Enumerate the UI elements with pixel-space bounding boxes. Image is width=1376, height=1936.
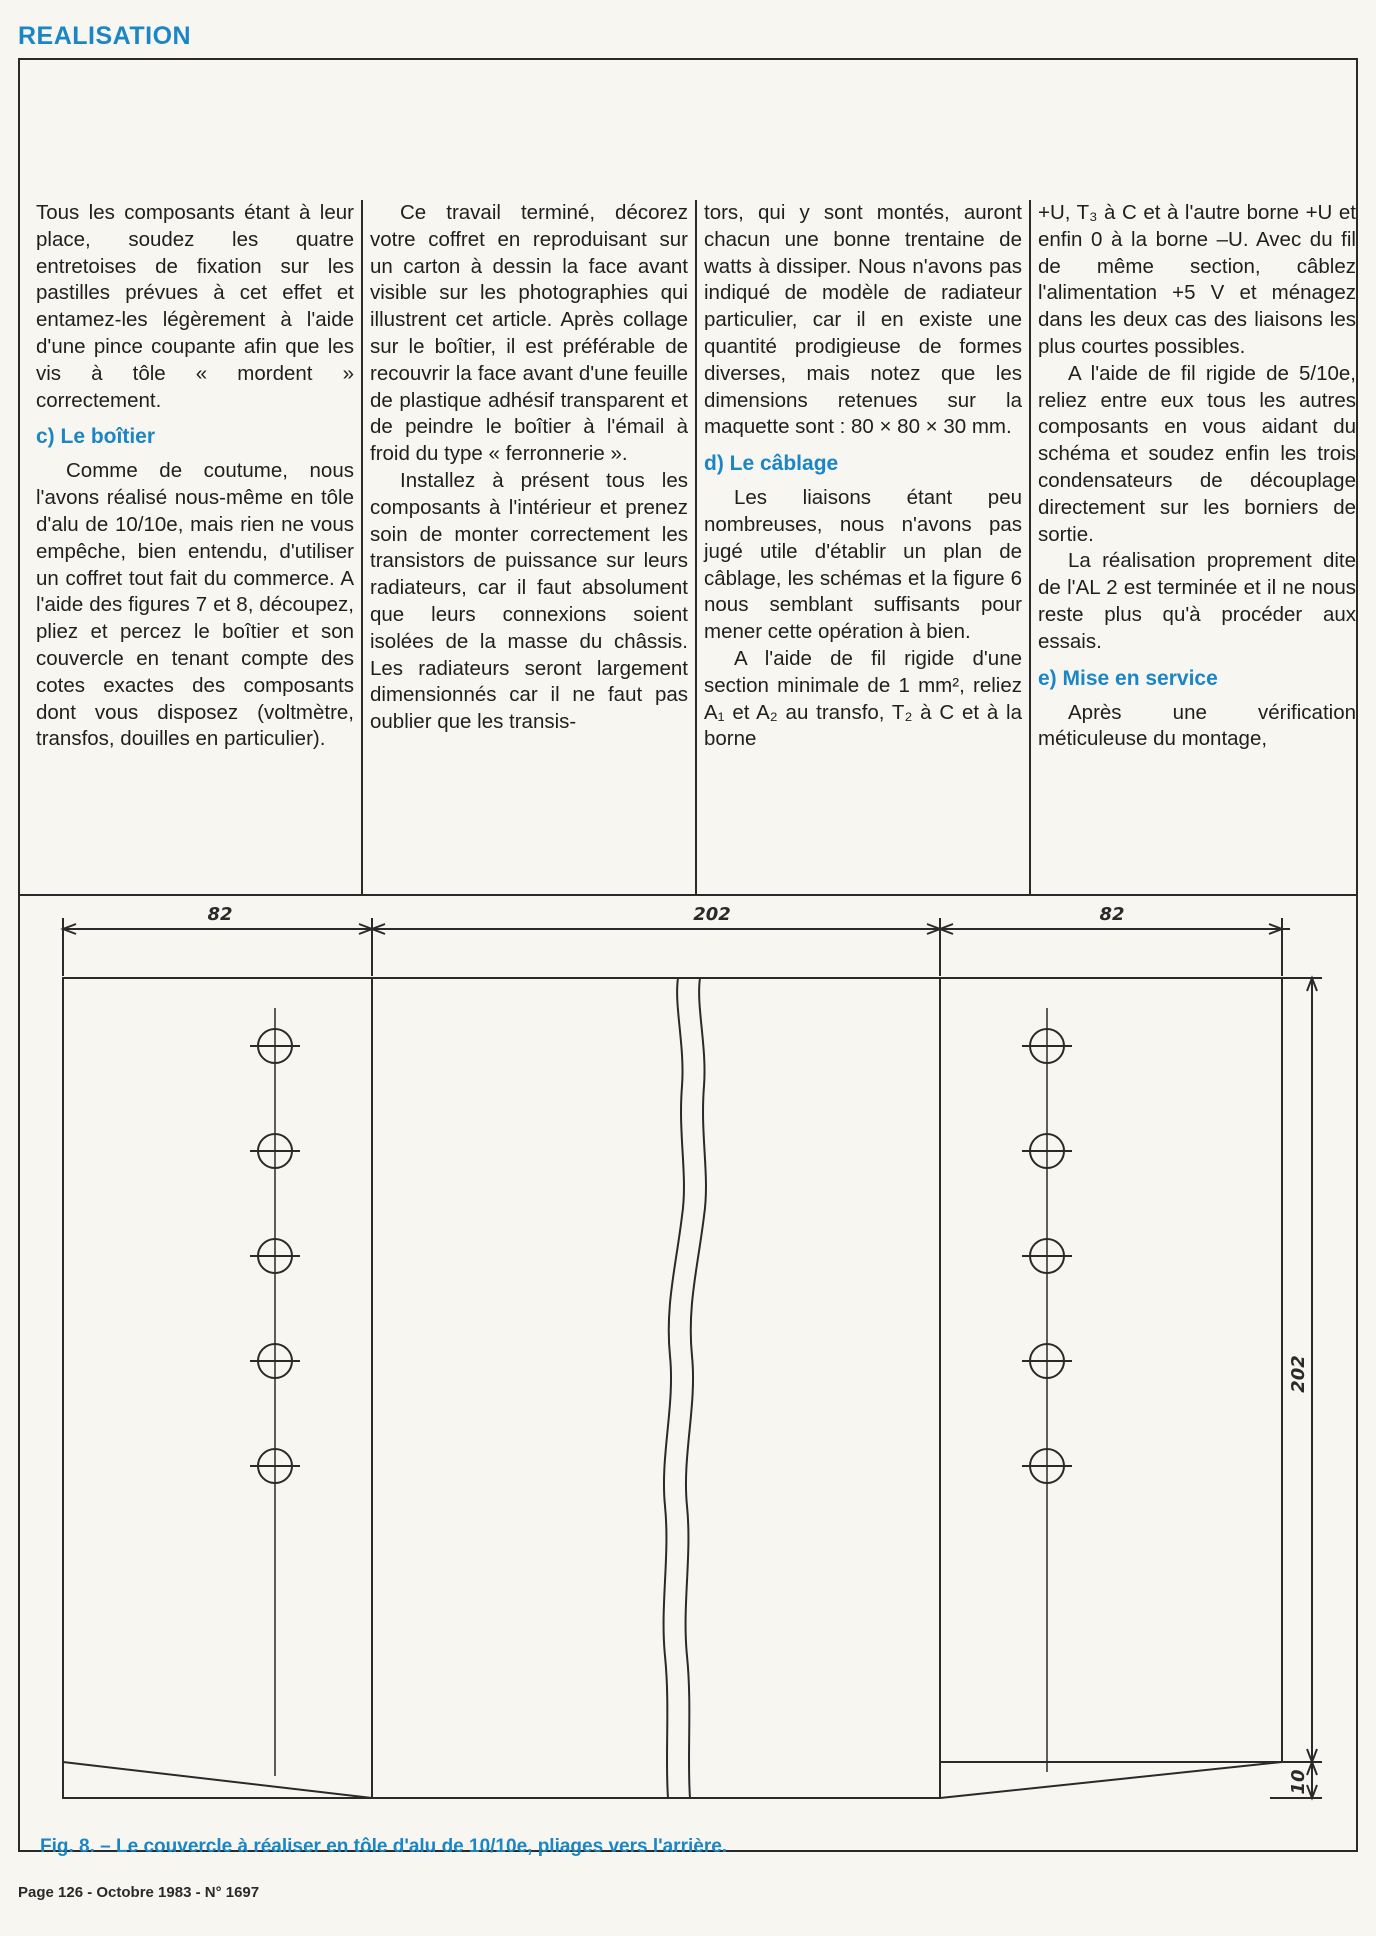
column-divider (1029, 200, 1031, 896)
text-column-3 (704, 200, 1022, 896)
figure-caption: Fig. 8. – Le couvercle à réaliser en tôle d'alu de 10/10e, pliages vers l'arrière. (40, 1836, 728, 1857)
paragraph: Après une vérification méticuleuse du montage, (1038, 700, 1356, 751)
column-divider (361, 200, 363, 896)
text-column-2 (370, 200, 688, 896)
figure-8-drawing (20, 896, 1356, 1810)
paragraph: Comme de coutume, nous l'avons réalisé nous-même en tôle d'alu de 10/10e, mais rien ne vous empêche, bien entendu, d'utiliser un coffret tout fait du commerce. A l'aide des figures 7 et 8, découpez, pliez et percez le boîtier et son couvercle en tenant compte des cotes exactes des composants dont vous disposez (voltmètre, transfos, douilles en particulier). (36, 459, 354, 751)
text-column-4 (1038, 200, 1356, 896)
section-heading-cablage: d) Le câblage (704, 452, 839, 476)
dimension-label-center: 202 (693, 904, 731, 925)
column-divider (695, 200, 697, 896)
paragraph: Tous les composants étant à leur place, soudez les quatre entretoises de fixation sur les pastilles prévues à cet effet et entamez-les légèrement à l'aide d'une pince coupante afin que les vis à tôle « mordent » correctement. (36, 201, 354, 412)
article-text (18, 200, 1358, 896)
page-footer: Page 126 - Octobre 1983 - N° 1697 (18, 1884, 260, 1901)
cover-outline (63, 978, 1282, 1798)
paragraph: tors, qui y sont montés, auront chacun une bonne trentaine de watts à dissiper. Nous n'avons pas indiqué de modèle de radiateur particulier, car il en existe une quantité prodigieuse de formes diverses, mais notez que les dimensions retenues sur la maquette sont : 80 × 80 × 30 mm. (704, 201, 1022, 439)
section-heading-mise-en-service: e) Mise en service (1038, 666, 1218, 690)
dimension-label-right: 82 (1099, 904, 1125, 925)
paragraph: Installez à présent tous les composants à l'intérieur et prenez soin de monter correctement les transistors de puissance sur leurs radiateurs, car il faut absolument que leurs connexions soient isolées de la masse du châssis. Les radiateurs seront largement dimensionnés car il ne faut pas oublier que les transis- (370, 468, 688, 734)
paragraph: Ce travail terminé, décorez votre coffret en reproduisant sur un carton à dessin la face avant visible sur les photographies qui illustrent cet article. Après collage sur le boîtier, il est préférable de recouvrir la face avant d'une feuille de plastique adhésif transparent et de peindre le boîtier à l'émail à froid du type « ferronnerie ». (370, 201, 688, 466)
paragraph: La réalisation proprement dite de l'AL 2 est terminée et il ne nous reste plus qu'à procéder aux essais. (1038, 549, 1356, 653)
flap-edge-right (940, 1762, 1282, 1798)
paragraph: +U, T₃ à C et à l'autre borne +U et enfin 0 à la borne –U. Avec du fil de même section, câblez l'alimentation +5 V et ménagez dans les deux cas des liaisons les plus courtes possibles. (1038, 201, 1356, 358)
break-line (664, 978, 684, 1798)
paragraph: A l'aide de fil rigide de 5/10e, reliez entre eux tous les autres composants en vous aidant du schéma et soudez enfin les trois condensateurs de découplage directement sur les borniers de sortie. (1038, 361, 1356, 546)
dimension-label-height: 202 (1288, 1355, 1309, 1393)
dimension-label-fold: 10 (1288, 1769, 1309, 1795)
text-column-1 (36, 200, 354, 896)
paragraph: A l'aide de fil rigide d'une section minimale de 1 mm², reliez A₁ et A₂ au transfo, T₂ à C et à la borne (704, 646, 1022, 751)
section-header: REALISATION (18, 22, 192, 50)
dimension-label-left: 82 (207, 904, 233, 925)
paragraph: Les liaisons étant peu nombreuses, nous n'avons pas jugé utile d'établir un plan de câblage, les schémas et la figure 6 nous semblant suffisants pour mener cette opération à bien. (704, 486, 1022, 644)
break-line (686, 978, 706, 1798)
section-heading-boitier: c) Le boîtier (36, 425, 156, 449)
flap-edge-left (63, 1762, 372, 1798)
